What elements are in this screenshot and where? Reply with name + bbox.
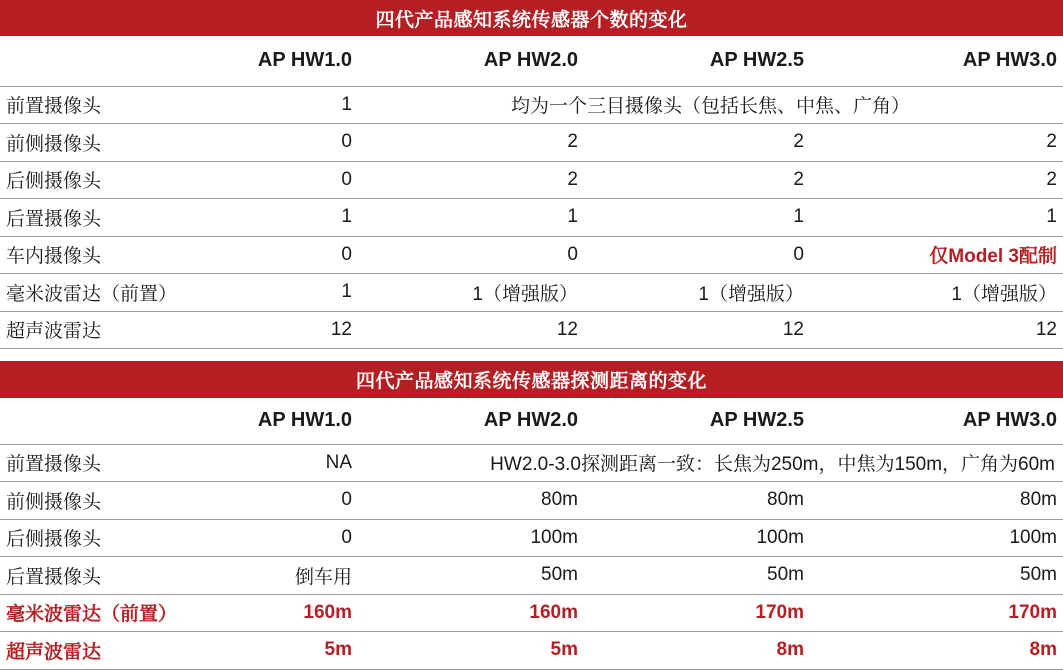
cell-hw25: 50m bbox=[584, 557, 810, 595]
row-label: 后侧摄像头 bbox=[0, 519, 246, 557]
cell-hw25: 12 bbox=[584, 311, 810, 349]
table-row bbox=[0, 124, 1063, 162]
cell-hw20: 0 bbox=[358, 236, 584, 274]
table-row-highlight bbox=[0, 594, 1063, 632]
row-label: 后置摄像头 bbox=[0, 199, 246, 237]
table-row bbox=[0, 161, 1063, 199]
table1-header-hw30: AP HW3.0 bbox=[810, 36, 1063, 86]
cell-hw10: 12 bbox=[246, 311, 358, 349]
cell-hw10: 0 bbox=[246, 236, 358, 274]
cell-hw10: 1 bbox=[246, 199, 358, 237]
table-row bbox=[0, 86, 1063, 124]
cell-hw30: 170m bbox=[810, 594, 1063, 632]
table2-header-hw30: AP HW3.0 bbox=[810, 398, 1063, 444]
cell-hw30: 2 bbox=[810, 161, 1063, 199]
cell-hw25: 1 bbox=[584, 199, 810, 237]
cell-merged-note: HW2.0-3.0探测距离一致：长焦为250m，中焦为150m，广角为60m bbox=[358, 444, 1063, 482]
cell-hw25: 100m bbox=[584, 519, 810, 557]
cell-hw25: 0 bbox=[584, 236, 810, 274]
row-label: 前置摄像头 bbox=[0, 86, 246, 124]
row-label: 超声波雷达 bbox=[0, 632, 246, 670]
cell-hw25: 8m bbox=[584, 632, 810, 670]
cell-hw10: 1 bbox=[246, 274, 358, 312]
cell-hw25: 80m bbox=[584, 482, 810, 520]
cell-hw10: 0 bbox=[246, 124, 358, 162]
table1-title: 四代产品感知系统传感器个数的变化 bbox=[375, 9, 688, 31]
table-row bbox=[0, 482, 1063, 520]
cell-hw25: 2 bbox=[584, 124, 810, 162]
table2-header-hw25: AP HW2.5 bbox=[584, 398, 810, 444]
table-row bbox=[0, 311, 1063, 349]
cell-hw20: 1（增强版） bbox=[358, 274, 584, 312]
table1-header-hw20: AP HW2.0 bbox=[358, 36, 584, 86]
sensor-range-table bbox=[0, 398, 1063, 670]
cell-hw20: 5m bbox=[358, 632, 584, 670]
cell-hw10: 160m bbox=[246, 594, 358, 632]
cell-hw30: 50m bbox=[810, 557, 1063, 595]
table-row bbox=[0, 557, 1063, 595]
row-label: 毫米波雷达（前置） bbox=[0, 594, 246, 632]
cell-hw25: 2 bbox=[584, 161, 810, 199]
cell-hw20: 100m bbox=[358, 519, 584, 557]
table2-header-hw10: AP HW1.0 bbox=[246, 398, 358, 444]
row-label: 后置摄像头 bbox=[0, 557, 246, 595]
cell-hw10: 0 bbox=[246, 519, 358, 557]
table1-header-blank bbox=[0, 36, 246, 86]
table1-title-banner bbox=[0, 0, 1063, 36]
cell-hw30: 1（增强版） bbox=[810, 274, 1063, 312]
table1-header-hw25: AP HW2.5 bbox=[584, 36, 810, 86]
cell-hw30: 1 bbox=[810, 199, 1063, 237]
cell-hw30: 2 bbox=[810, 124, 1063, 162]
table-row bbox=[0, 274, 1063, 312]
cell-hw10: 1 bbox=[246, 86, 358, 124]
table2-header-blank bbox=[0, 398, 246, 444]
table2-title: 四代产品感知系统传感器探测距离的变化 bbox=[355, 371, 707, 392]
cell-hw30-highlight: 仅Model 3配制 bbox=[810, 236, 1063, 274]
cell-hw30: 8m bbox=[810, 632, 1063, 670]
row-label: 前置摄像头 bbox=[0, 444, 246, 482]
cell-hw20: 12 bbox=[358, 311, 584, 349]
table-row bbox=[0, 519, 1063, 557]
table-row bbox=[0, 236, 1063, 274]
cell-hw30: 100m bbox=[810, 519, 1063, 557]
cell-hw10: 5m bbox=[246, 632, 358, 670]
row-label: 超声波雷达 bbox=[0, 311, 246, 349]
cell-merged-note: 均为一个三目摄像头（包括长焦、中焦、广角） bbox=[358, 86, 1063, 124]
cell-hw25: 1（增强版） bbox=[584, 274, 810, 312]
cell-hw10: 0 bbox=[246, 482, 358, 520]
row-label: 前侧摄像头 bbox=[0, 482, 246, 520]
cell-hw20: 80m bbox=[358, 482, 584, 520]
table2-header-hw20: AP HW2.0 bbox=[358, 398, 584, 444]
sensor-count-table bbox=[0, 36, 1063, 349]
table2-title-banner bbox=[0, 361, 1063, 398]
table-row-highlight bbox=[0, 632, 1063, 670]
row-label: 毫米波雷达（前置） bbox=[0, 274, 246, 312]
row-label: 后侧摄像头 bbox=[0, 161, 246, 199]
cell-hw20: 2 bbox=[358, 124, 584, 162]
row-label: 车内摄像头 bbox=[0, 236, 246, 274]
cell-hw20: 1 bbox=[358, 199, 584, 237]
cell-hw30: 12 bbox=[810, 311, 1063, 349]
cell-hw25: 170m bbox=[584, 594, 810, 632]
cell-hw10: 0 bbox=[246, 161, 358, 199]
cell-hw20: 2 bbox=[358, 161, 584, 199]
cell-hw20: 160m bbox=[358, 594, 584, 632]
cell-hw10: NA bbox=[246, 444, 358, 482]
table1-header-row bbox=[0, 36, 1063, 86]
table-row bbox=[0, 199, 1063, 237]
table1-header-hw10: AP HW1.0 bbox=[246, 36, 358, 86]
cell-hw20: 50m bbox=[358, 557, 584, 595]
cell-hw10: 倒车用 bbox=[246, 557, 358, 595]
row-label: 前侧摄像头 bbox=[0, 124, 246, 162]
table-row bbox=[0, 444, 1063, 482]
table2-header-row bbox=[0, 398, 1063, 444]
cell-hw30: 80m bbox=[810, 482, 1063, 520]
